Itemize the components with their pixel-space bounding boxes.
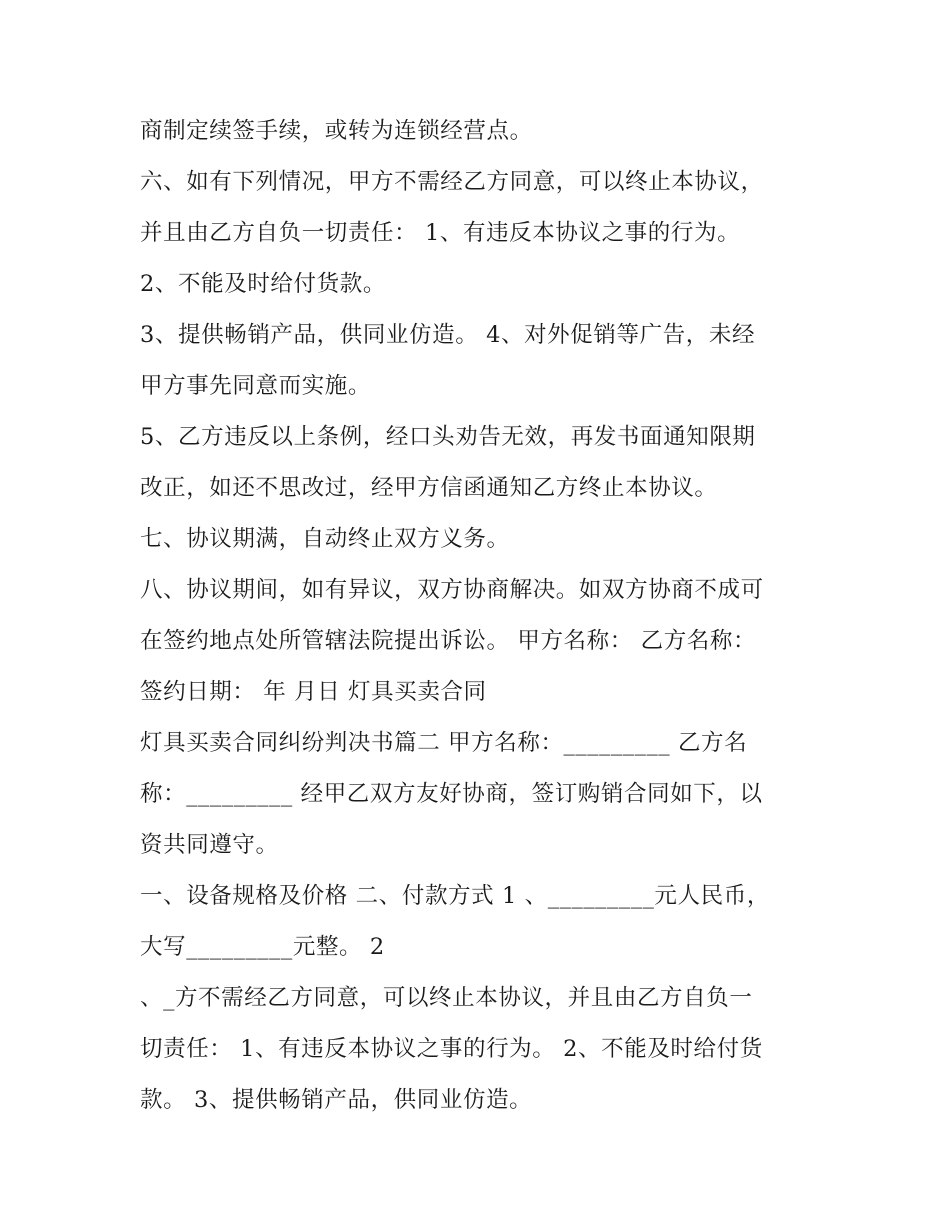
- text-line: 3、提供畅销产品，供同业仿造。 4、对外促销等广告，未经: [140, 322, 756, 348]
- document-body: [140, 108, 840, 1128]
- text-line: 2、不能及时给付货款。: [140, 271, 386, 297]
- text-line: 资共同遵守。: [140, 832, 279, 858]
- text-line: 甲方事先同意而实施。: [140, 373, 372, 399]
- text-line: 切责任： 1、有违反本协议之事的行为。 2、不能及时给付货: [140, 1036, 763, 1062]
- text-line: 在签约地点处所管辖法院提出诉讼。 甲方名称： 乙方名称：: [140, 628, 757, 654]
- text-line: 改正，如还不思改过，经甲方信函通知乙方终止本协议。: [140, 475, 718, 501]
- text-line: 、_方不需经乙方同意，可以终止本协议，并且由乙方自负一: [140, 985, 753, 1011]
- text-line: 5、乙方违反以上条例，经口头劝告无效，再发书面通知限期: [140, 424, 756, 450]
- text-line: 六、如有下列情况，甲方不需经乙方同意，可以终止本协议，: [140, 169, 764, 195]
- text-line: 一、设备规格及价格 二、付款方式 1 、_________元人民币，: [140, 883, 770, 909]
- text-line: 灯具买卖合同纠纷判决书篇二 甲方名称：_________ 乙方名: [140, 730, 748, 756]
- text-line: 八、协议期间，如有异议，双方协商解决。如双方协商不成可: [140, 577, 764, 603]
- text-line: 款。 3、提供畅销产品，供同业仿造。: [140, 1087, 533, 1113]
- text-line: 签约日期： 年 月日 灯具买卖合同: [140, 679, 487, 705]
- text-line: 称：_________ 经甲乙双方友好协商，签订购销合同如下，以: [140, 781, 763, 807]
- text-line: 商制定续签手续，或转为连锁经营点。: [140, 118, 533, 144]
- text-line: 大写_________元整。 2: [140, 934, 385, 960]
- text-line: 并且由乙方自负一切责任： 1、有违反本协议之事的行为。: [140, 220, 741, 246]
- text-line: 七、协议期满，自动终止双方义务。: [140, 526, 510, 552]
